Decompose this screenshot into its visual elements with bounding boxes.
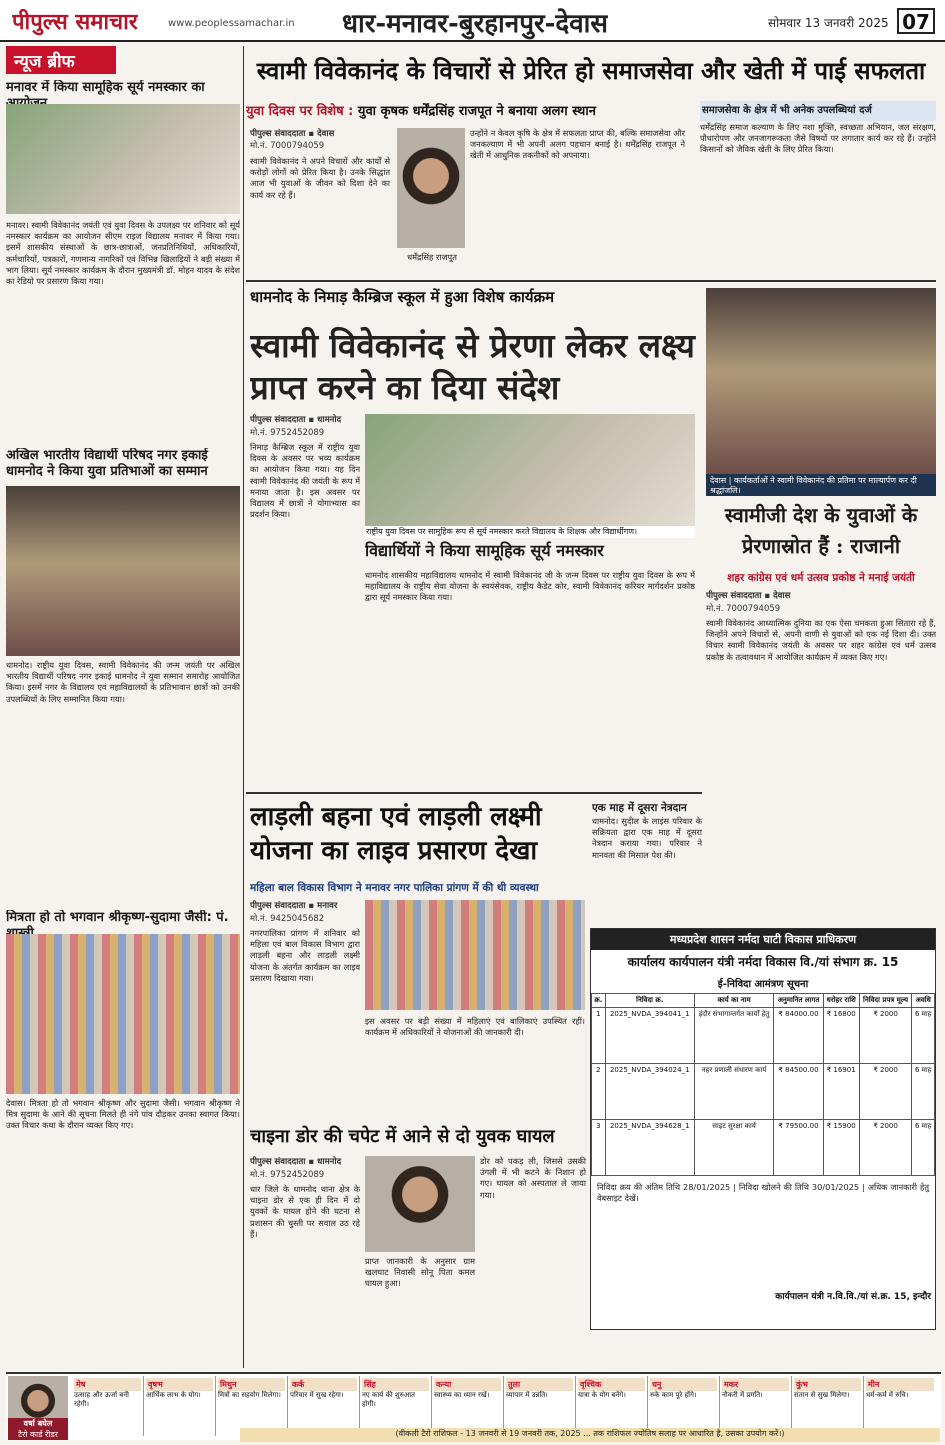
divider	[246, 280, 936, 282]
horoscope-cell: मीन धर्म-कर्म में रुचि।	[864, 1376, 936, 1436]
farmer-text-1: स्वामी विवेकानंद ने अपने विचारों और कार्यों से करोड़ों लोगों को प्रेरित किया है। उनके सिद्धांत आज भी युवाओं के जीवन को दिशा देने का कार्य कर रहे हैं।	[250, 156, 390, 200]
brief-headline-2: अखिल भारतीय विद्यार्थी परिषद नगर इकाई धामनोद ने किया युवा प्रतिभाओं का सम्मान	[6, 448, 208, 479]
dhamnod-mobile: मो.नं. 9752452089	[250, 428, 325, 438]
yoga-photo	[6, 104, 240, 214]
byline: पीपुल्स संवाददाता ▪ देवास	[250, 129, 335, 139]
ladli-text-1: नगरपालिका प्रांगण में शनिवार को महिला एवं बाल विकास विभाग द्वारा लाड़ली बहना और लाड़ली लक्ष्मी योजना के अंतर्गत कार्यक्रम का लाइव प्रसारण दिखाया गया।	[250, 928, 360, 983]
brief-text-2: धामनोद। राष्ट्रीय युवा दिवस, स्वामी विवेकानंद की जन्म जयंती पर अखिल भारतीय विद्यार्थी परिषद नगर इकाई धामनोद ने युवा सम्मान समारोह आयोजित किया। इसमें नगर के विद्यालय एवं महाविद्यालयों के प्रतिभावान छात्रों को उनकी उपलब्धियों के लिए सम्मानित किया गया।	[6, 660, 240, 704]
horoscope-cell: मकर नौकरी में प्रगति।	[720, 1376, 792, 1436]
farmer-photo-caption: धर्मेंद्रसिंह राजपूत	[407, 252, 457, 262]
left-column	[6, 46, 240, 1371]
ladli-headline: लाड़ली बहना एवं लाड़ली लक्ष्मी योजना का लाइव प्रसारण देखा	[250, 802, 542, 866]
dewas-subhead: शहर कांग्रेस एवं धर्म उत्सव प्रकोष्ठ ने मनाई जयंती	[727, 572, 915, 584]
dhamnod-text-2: धामनोद शासकीय महाविद्यालय धामनोद में स्वामी विवेकानंद जी के जन्म दिवस पर राष्ट्रीय युवा दिवस के रूप में महाविद्यालय के राष्ट्रीय सेवा योजना के स्वयंसेवक, राष्ट्रीय कैडेट कोर, स्वामी विवेकानंद करियर मार्गदर्शन प्रकोष्ठ द्वारा सूर्य नमस्कार किया गया।	[365, 570, 695, 603]
horoscope-cell: मिथुन मित्रों का सहयोग मिलेगा।	[216, 1376, 288, 1436]
chaina-headline: चाइना डोर की चपेट में आने से दो युवक घायल	[250, 1126, 555, 1147]
chaina-mobile: मो.नं. 9752452089	[250, 1170, 325, 1180]
injured-photo	[365, 1156, 475, 1252]
table-row: 2 2025_NVDA_394024_1 नहर प्रणाली संधारण कार्य ₹ 84500.00 ₹ 16901 ₹ 2000 6 माह	[592, 1064, 935, 1120]
eye-donation-headline: एक माह में दूसरा नेत्रदान	[592, 802, 687, 814]
ladli-subhead: महिला बाल विकास विभाग ने मनावर नगर पालिका प्रांगण में की थी व्यवस्था	[250, 882, 539, 894]
dhamnod-subbar: धामनोद के निमाड़ कैम्ब्रिज स्कूल में हुआ विशेष कार्यक्रम	[250, 288, 555, 306]
page-title: धार-मनावर-बुरहानपुर-देवास	[342, 9, 608, 39]
tender-dates: निविदा क्रय की अंतिम तिथि 28/01/2025 | निविदा खोलने की तिथि 30/01/2025 | अधिक जानकारी हेतु वेबसाइट देखें।	[597, 1182, 929, 1204]
masthead	[0, 0, 945, 42]
tender-footer: कार्यपालन यंत्री न.वि.वि./यां सं.क्र. 15, इन्दौर	[775, 1292, 931, 1302]
tender-header-row: क्र. निविदा क्र. कार्य का नाम अनुमानित लागत धरोहर राशि निविदा प्रपत्र मूल्य अवधि	[592, 994, 935, 1008]
brief-headline-1: मनावर में किया सामूहिक सूर्य नमस्कार का	[6, 80, 205, 95]
horoscope-cell: कर्क परिवार में सुख रहेगा।	[288, 1376, 360, 1436]
katha-photo	[6, 934, 240, 1094]
divider	[246, 792, 702, 794]
ladli-text-2: इस अवसर पर बड़ी संख्या में महिलाएं एवं बालिकाएं उपस्थित रहीं। कार्यक्रम में अधिकारियों ने योजनाओं की जानकारी दी।	[365, 1016, 585, 1038]
table-row: 1 2025_NVDA_394041_1 इंदौर संभागान्तर्गत कार्यों हेतु ₹ 84000.00 ₹ 16800 ₹ 2000 6 माह	[592, 1008, 935, 1064]
horoscope-cell: वृश्चिक यात्रा के योग बनेंगे।	[576, 1376, 648, 1436]
website-url[interactable]: www.peoplessamachar.in	[168, 18, 295, 29]
chaina-text-2: प्राप्त जानकारी के अनुसार ग्राम खलघाट निवासी सोनू पिता कमल घायल हुआ।	[365, 1256, 475, 1289]
chaina-byline: पीपुल्स संवाददाता ▪ धामनोद	[250, 1157, 342, 1167]
eye-donation-text: धामनोद। सुदील के लाइंस परिवार के सक्रियता द्वारा एक माह में दूसरा नेत्रदान कराया गया। परिवार ने मानवता की मिसाल पेश की।	[592, 816, 702, 860]
dhamnod-text-1: निमाड़ कैम्ब्रिज स्कूल में राष्ट्रीय युवा दिवस के अवसर पर भव्य कार्यक्रम का आयोजन किया गया। यह दिन स्वामी विवेकानंद की जयंती के रूप में मनाया जाता है। इस अवसर पर विद्यालय में छात्रों ने योगाभ्यास का प्रदर्शन किया।	[250, 442, 360, 520]
side-text: धर्मेंद्रसिंह समाज कल्याण के लिए नशा मुक्ति, स्वच्छता अभियान, जल संरक्षण, पौधारोपण और जनजागरूकता जैसे विषयों पर लगातार कार्य कर रहे हैं। उन्होंने किसानों को जैविक खेती के लिए प्रेरित किया।	[700, 122, 936, 155]
farmer-photo	[397, 128, 465, 248]
dewas-byline: पीपुल्स संवाददाता ▪ देवास	[706, 591, 791, 601]
farmer-text-2: उन्होंने न केवल कृषि के क्षेत्र में सफलता प्राप्त की, बल्कि समाजसेवा और जनकल्याण में भी अपनी अलग पहचान बनाई है। धर्मेंद्रसिंह राजपूत ने खेती में आधुनिक तकनीकों को अपनाया।	[470, 128, 685, 161]
horoscope-cell: मेष उत्साह और ऊर्जा बनी रहेगी।	[72, 1376, 144, 1436]
banner-headline: स्वामी विवेकानंद के विचारों से प्रेरित हो समाजसेवा और खेती में पाई सफलता	[256, 56, 926, 85]
dewas-photo	[706, 288, 936, 474]
mobile: मो.नं. 7000794059	[250, 141, 325, 151]
brief-text-1: मनावर। स्वामी विवेकानंद जयंती एवं युवा दिवस के उपलक्ष्य पर शनिवार को सूर्य नमस्कार कार्यक्रम का आयोजन सीएम राइज विद्यालय मनावर में किया गया। इसमें शासकीय संस्थाओं के छात्र-छात्राओं, जनप्रतिनिधियों, अधिकारियों, कर्मचारियों, पत्रकारों, गणमान्य नागरिकों एवं विभिन्न खिलाड़ियों ने बड़ी संख्या में भाग लिया। सूर्य नमस्कार कार्यक्रम के दौरान मुख्यमंत्री डॉ. मोहन यादव के संदेश का रेडियो पर प्रसारण किया गया।	[6, 220, 240, 287]
tender-table	[591, 993, 935, 1176]
dewas-caption: देवास | कार्यकर्ताओं ने स्वामी विवेकानंद की प्रतिमा पर माल्यार्पण कर दी श्रद्धांजलि।	[706, 474, 936, 496]
tender-sub: ई-निविदा आमंत्रण सूचना	[717, 979, 809, 990]
news-brief-label: न्यूज ब्रीफ	[6, 46, 116, 74]
logo: पीपुल्स समाचार	[12, 10, 138, 35]
page-number: 07	[897, 8, 935, 34]
ladli-mobile: मो.नं. 9425045682	[250, 914, 325, 924]
astrologer-name: वर्षा बघेल टैरो कार्ड रीडर	[8, 1418, 68, 1440]
chaina-text-3: डोर को पकड़ ली, जिससे उसकी उंगली में भी कटने के निशान हो गए। घायल को अस्पताल ले जाया गया।	[480, 1156, 586, 1200]
brief-headline-3: मित्रता हो तो भगवान श्रीकृष्ण-सुदामा जैसी: पं.	[6, 910, 229, 925]
special-label: युवा दिवस पर विशेष :	[246, 104, 354, 119]
yuva-subhead	[246, 101, 686, 123]
side-headline: समाजसेवा के क्षेत्र में भी अनेक उपलब्धियां दर्ज	[700, 101, 936, 121]
date: सोमवार 13 जनवरी 2025	[768, 16, 889, 30]
brief-text-3: देवास। मित्रता हो तो भगवान श्रीकृष्ण और सुदामा जैसी। भगवान श्रीकृष्ण ने मित्र सुदामा के आने की सूचना मिलते ही नंगे पांव दौड़कर उनका स्वागत किया। उक्त विचार कथा के दौरान व्यक्त किए गए।	[6, 1098, 240, 1131]
table-row: 3 2025_NVDA_394628_1 साइट सुरक्षा कार्य ₹ 79500.00 ₹ 15900 ₹ 2000 6 माह	[592, 1120, 935, 1176]
ladli-byline: पीपुल्स संवाददाता ▪ मनावर	[250, 901, 338, 911]
dhamnod-photo-caption: राष्ट्रीय युवा दिवस पर सामूहिक रूप से सूर्य नमस्कार करते विद्यालय के शिक्षक और विद्यार्थीगण।	[365, 526, 695, 538]
tender-head-1: मध्यप्रदेश शासन नर्मदा घाटी विकास प्राधिकरण	[591, 929, 935, 950]
dewas-text: स्वामी विवेकानंद आध्यात्मिक दुनिया का एक ऐसा चमकता हुआ सितारा रहे हैं, जिन्होंने अपने विचारों से, अपनी वाणी से युवाओं को एक नई दिशा दी। उक्त विचार स्वामी विवेकानंद जयंती के अवसर पर शहर कांग्रेस एवं धर्म उत्सव प्रकोष्ठ के तत्वावधान में आयोजित कार्यक्रम में व्यक्त किए गए।	[706, 618, 936, 662]
dewas-headline: स्वामीजी देश के युवाओं के प्रेरणास्रोत हैं : राजानी	[724, 503, 918, 558]
ladli-photo	[365, 900, 585, 1010]
surya-namaskar-photo	[365, 414, 695, 526]
tender-head-2: कार्यालय कार्यपालन यंत्री नर्मदा विकास वि./यां संभाग क्र. 15	[627, 955, 899, 969]
horoscope-cell: कुंभ संतान से सुख मिलेगा।	[792, 1376, 864, 1436]
dhamnod-headline: स्वामी विवेकानंद से प्रेरणा लेकर लक्ष्य प्राप्त करने का दिया संदेश	[250, 326, 695, 407]
horoscope-cell: तुला व्यापार में उन्नति।	[504, 1376, 576, 1436]
horoscope-footer: (वीकली टैरो राशिफल - 13 जनवरी से 19 जनवरी तक, 2025 ... तक राशिफल ज्योतिष सलाह पर आधारित है, उसका उपयोग करें।)	[240, 1428, 940, 1442]
dhamnod-byline: पीपुल्स संवाददाता ▪ धामनोद	[250, 415, 342, 425]
horoscope-cell: कन्या स्वास्थ्य का ध्यान रखें।	[432, 1376, 504, 1436]
tender-notice	[590, 928, 936, 1330]
horoscope-cell: सिंह नए कार्य की शुरुआत होगी।	[360, 1376, 432, 1436]
farmer-subhead: युवा कृषक धर्मेंद्रसिंह राजपूत ने बनाया अलग स्थान	[357, 104, 596, 119]
dewas-mobile: मो.नं. 7000794059	[706, 604, 781, 614]
chaina-text-1: धार जिले के धामनोद थाना क्षेत्र के चाइना डोर से एक ही दिन में दो युवकों के घायल होने की घटना से प्रशासन की चुस्ती पर सवाल उठ रहे हैं।	[250, 1184, 360, 1239]
felicitation-photo	[6, 486, 240, 656]
horoscope-cell: वृषभ आर्थिक लाभ के योग।	[144, 1376, 216, 1436]
column-divider	[243, 46, 244, 1368]
students-subhead: विद्यार्थियों ने किया सामूहिक सूर्य नमस्कार	[365, 541, 604, 560]
horoscope-cell: धनु रुके काम पूरे होंगे।	[648, 1376, 720, 1436]
